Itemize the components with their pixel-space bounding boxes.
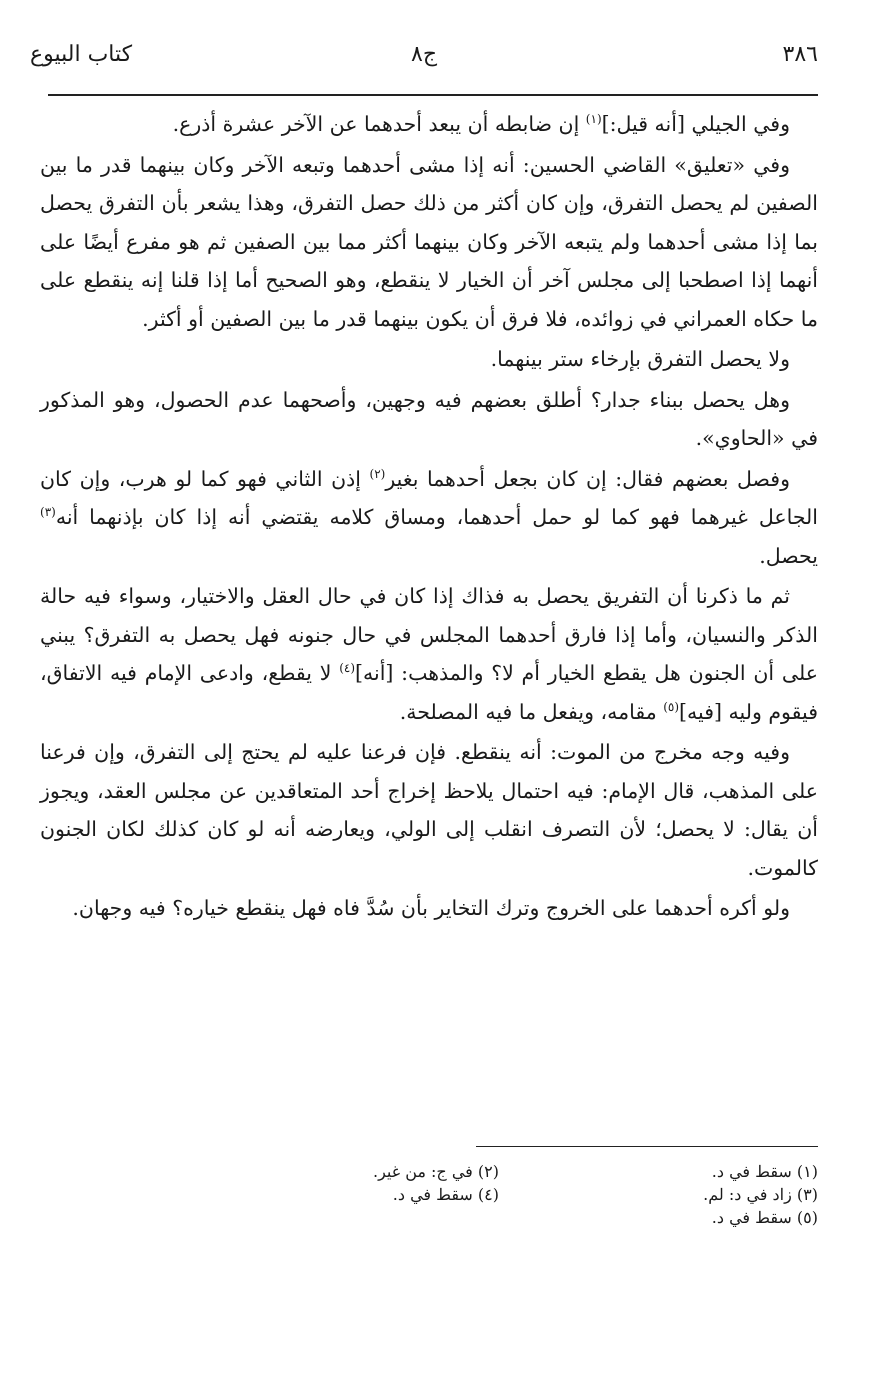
paragraph (40, 340, 818, 379)
paragraph (40, 381, 818, 458)
paragraph (40, 105, 818, 144)
paragraph-text: وهل يحصل ببناء جدار؟ أطلق بعضهم فيه وجهين، وأصحهما عدم الحصول، وهو المذكور في «الحاوي». (40, 387, 818, 450)
paragraph-text: وفصل بعضهم فقال: إن كان بجعل أحدهما بغير (385, 466, 790, 491)
footnote-ref: (٥) (663, 699, 680, 714)
paragraph (40, 733, 818, 887)
paragraph-text: وفي الجيلي [أنه قيل:] (601, 112, 790, 136)
page-number: ٣٨٦ (782, 42, 818, 67)
footnotes (240, 1160, 818, 1229)
paragraph-text: ولا يحصل التفرق بإرخاء ستر بينهما. (490, 347, 790, 371)
footnote-ref: (١) (585, 112, 602, 127)
footnote-item: (١) سقط في د. (711, 1162, 818, 1181)
paragraph-text: ثم ما ذكرنا أن التفريق يحصل به فذاك إذا كان في حال العقل والاختيار، وسواء فيه حالة الذكر والنسيان، وأما إذا فارق أحدهما المجلس في حال جنونه فهل يحصل به التفرق؟ يبني على أن الجنون هل يقطع الخيار أم لا؟ والمذهب: [أنه] (40, 584, 818, 685)
footnote-item: (٤) سقط في د. (392, 1185, 499, 1204)
volume-label: ج٨ (410, 42, 438, 67)
page-header (30, 38, 818, 88)
paragraph-text: ولو أكره أحدهما على الخروج وترك التخاير بأن سُدَّ فاه فهل ينقطع خياره؟ فيه وجهان. (72, 896, 790, 920)
header-divider (48, 94, 818, 96)
footnote-divider (476, 1146, 818, 1147)
paragraph (40, 146, 818, 339)
paragraph-text: وفيه وجه مخرج من الموت: أنه ينقطع. فإن فرعنا عليه لم يحتج إلى التفرق، وإن فرعنا على المذهب، قال الإمام: فيه احتمال يلاحظ إخراج أحد المتعاقدين عن مجلس العقد، ويجوز أن يقال: لا يحصل؛ لأن التصرف انقلب إلى الولي، ويعارضه أنه لو كان كذلك لكان الجنون كالموت. (40, 740, 818, 880)
footnote-item: (٥) سقط في د. (711, 1208, 818, 1227)
footnote-ref: (٤) (339, 661, 356, 676)
footnote-item: (٢) في ج: من غير. (373, 1162, 499, 1181)
paragraph-text: إن ضابطه أن يبعد أحدهما عن الآخر عشرة أذرع. (172, 112, 586, 136)
main-text (40, 105, 818, 928)
paragraph (40, 889, 818, 928)
paragraph-text: يحصل. (759, 543, 818, 568)
book-title: كتاب البيوع (30, 42, 133, 67)
paragraph (40, 577, 818, 731)
paragraph (40, 460, 818, 576)
footnote-ref: (٣) (40, 505, 56, 520)
paragraph-text: إذن الثاني فهو كما لو هرب، وإن كان الجاعل غيرهما فهو كما لو حمل أحدهما، ومساق كلامه يقتضي أنه إذا كان بإذنهما أنه (40, 466, 818, 529)
paragraph-text: مقامه، ويفعل ما فيه المصلحة. (399, 699, 664, 724)
footnote-ref: (٢) (369, 466, 386, 481)
paragraph-text: لا يقطع، وادعى الإمام فيه الاتفاق، فيقوم وليه [فيه] (40, 661, 818, 724)
paragraph-text: وفي «تعليق» القاضي الحسين: أنه إذا مشى أحدهما وتبعه الآخر وكان بينهما قدر ما بين الصفين لم يحصل التفرق، وإن كان أكثر من ذلك حصل التفرق، وهذا يشعر بأن التفرق يحصل بما إذا مشى أحدهما ولم يتبعه الآخر وكان بينهما أكثر مما بين الصفين ثم هو مفرع أيضًا على أنهما إذا اصطحبا إلى مجلس آخر أن الخيار لا ينقطع، وهو الصحيح أما إذا قلنا إنه ينقطع على ما حكاه العمراني في زوائده، فلا فرق أن يكون بينهما قدر ما بين الصفين أو أكثر. (40, 152, 818, 331)
footnote-item: (٣) زاد في د: لم. (703, 1185, 818, 1204)
